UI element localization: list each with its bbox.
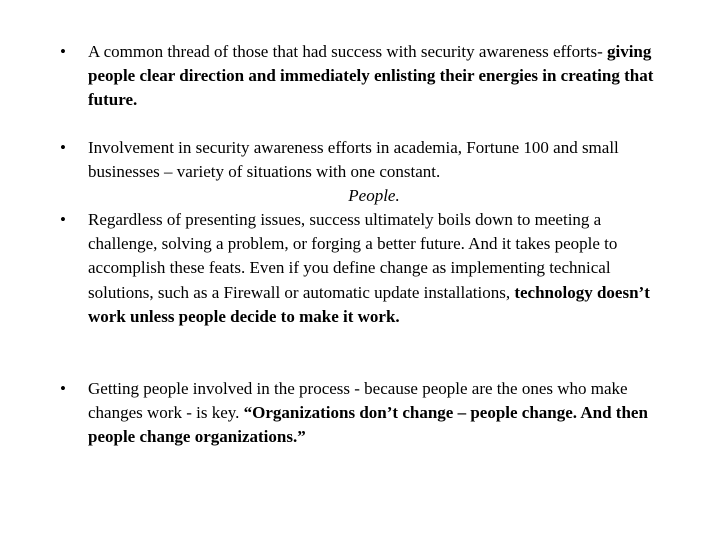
bullet-dot-icon: • [60, 210, 66, 229]
bullet-item-3 [60, 208, 660, 329]
bullet-text-bold: giving people clear direction and immediately enlisting their energies in creating that future. [88, 42, 654, 110]
bullet-text-regular: Regardless of presenting issues, success ultimately boils down to meeting a challenge, solving a problem, or forging a better future. And it takes people to accomplish these feats. Even if you define change as implementing technical solutions, such as a Firewall or automatic update installations, [88, 210, 618, 302]
bullet-text-regular: Involvement in security awareness efforts in academia, Fortune 100 and small businesses – variety of situations with one constant. [88, 138, 619, 182]
bullet-dot-icon: • [60, 42, 66, 61]
bullet-text [88, 136, 660, 209]
bullet-text-regular: Getting people involved in the process - because people are the ones who make changes work - is key. [88, 379, 628, 423]
bullet-text-regular: A common thread of those that had success with security awareness efforts- [88, 42, 607, 61]
bullet-text-bold: “Organizations don’t change – people change. And then people change organizations.” [88, 403, 648, 447]
bullet-emphasis: People. [348, 186, 400, 206]
bullet-item-4 [60, 377, 660, 450]
bullet-item-2 [60, 136, 660, 209]
bullet-text [88, 377, 660, 450]
bullet-item-1 [60, 40, 660, 113]
bullet-dot-icon: • [60, 138, 66, 157]
bullet-text-bold: technology doesn’t work unless people decide to make it work. [88, 282, 650, 326]
bullet-text [88, 40, 660, 113]
bullet-dot-icon: • [60, 379, 66, 398]
bullet-text [88, 208, 660, 329]
